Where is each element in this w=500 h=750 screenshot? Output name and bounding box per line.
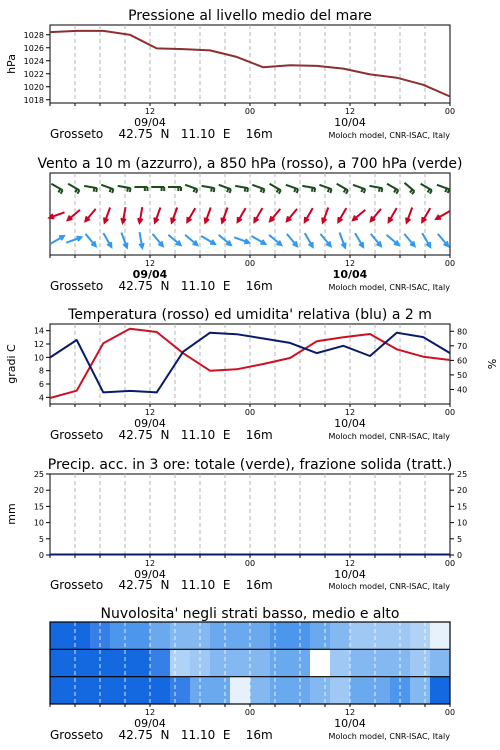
cloud-cell	[170, 649, 191, 676]
precipitation-y-tick-label: 20	[33, 486, 44, 496]
humidity-y-tick-label-right: 60	[457, 356, 468, 366]
wind-barb	[130, 188, 131, 192]
temperature-x-tick-label: 00	[444, 408, 456, 417]
wind-barb	[312, 188, 313, 192]
cloud-panel	[50, 606, 455, 742]
cloud-cell	[310, 677, 331, 704]
wind-panel	[37, 156, 462, 293]
pressure-x-date-label: 10/04	[334, 116, 366, 129]
humidity-y-tick-label-right: 50	[457, 370, 468, 380]
cloud-location-line: Grosseto 42.75 N 11.10 E 16m	[50, 728, 273, 742]
pressure-y-tick-label: 1022	[23, 69, 44, 79]
precipitation-y-tick-label: 5	[38, 534, 44, 544]
wind-barb	[379, 188, 380, 192]
cloud-cell	[430, 649, 451, 676]
wind-barb	[127, 188, 128, 192]
cloud-cell	[150, 622, 171, 649]
wind-location-line: Grosseto 42.75 N 11.10 E 16m	[50, 279, 273, 293]
precipitation-y-tick-label-right: 20	[457, 486, 468, 496]
humidity-y-label: %	[485, 358, 498, 370]
pressure-x-tick-label: 12	[144, 107, 156, 116]
temperature-x-tick-label: 00	[244, 408, 256, 417]
temperature-x-tick-label: 12	[344, 408, 356, 417]
precipitation-x-tick-label: 00	[244, 559, 256, 568]
wind-barb	[448, 189, 449, 193]
precipitation-location-line: Grosseto 42.75 N 11.10 E 16m	[50, 578, 273, 592]
wind-barb	[194, 188, 195, 192]
cloud-cell	[250, 622, 271, 649]
wind-barb	[110, 188, 111, 192]
temperature-y-tick-label: 10	[33, 353, 44, 363]
precipitation-y-tick-label-right: 10	[457, 518, 468, 528]
wind-barb	[382, 188, 383, 192]
cloud-x-tick-label: 12	[344, 708, 356, 717]
temperature-x-tick-label: 12	[144, 408, 156, 417]
precipitation-y-tick-label-right: 25	[457, 470, 468, 479]
precipitation-y-ticks	[34, 470, 50, 560]
pressure-x-tick-label: 00	[244, 107, 256, 116]
temperature-x-date-label: 10/04	[334, 417, 366, 430]
cloud-cell	[230, 677, 251, 704]
precipitation-x-tick-label: 00	[444, 559, 456, 568]
temperature-x-axis	[50, 404, 455, 430]
cloud-cell	[430, 677, 451, 704]
pressure-y-tick-label: 1018	[23, 95, 44, 105]
temperature-y-tick-label: 8	[38, 366, 44, 376]
cloud-cell	[350, 677, 371, 704]
cloud-x-tick-label: 12	[144, 708, 156, 717]
wind-barb	[294, 188, 295, 192]
wind-barb	[96, 188, 97, 192]
wind-x-axis	[50, 255, 455, 281]
cloud-cell	[50, 622, 71, 649]
temperature-x-date-label: 09/04	[134, 417, 166, 430]
pressure-y-tick-label: 1024	[23, 56, 44, 66]
precipitation-y-tick-label-right: 15	[457, 502, 468, 512]
cloud-cell	[310, 649, 331, 676]
humidity-y-tick-label-right: 70	[457, 341, 468, 351]
precipitation-y-tick-label: 25	[33, 470, 44, 479]
wind-x-date-label: 10/04	[332, 268, 368, 281]
cloud-cell	[210, 649, 231, 676]
precipitation-x-tick-label: 12	[144, 559, 156, 568]
wind-barb	[230, 189, 231, 193]
cloud-cell	[210, 622, 231, 649]
wind-chart-title: Vento a 10 m (azzurro), a 850 hPa (rosso), a 700 hPa (verde)	[37, 156, 463, 172]
cloud-cell	[370, 622, 391, 649]
pressure-panel	[5, 8, 455, 141]
cloud-cell	[110, 677, 131, 704]
cloud-cell	[130, 622, 151, 649]
cloud-cell	[210, 677, 231, 704]
pressure-x-date-label: 09/04	[134, 116, 166, 129]
cloud-cell	[410, 677, 431, 704]
wind-barb	[211, 188, 212, 192]
temperature-y-tick-label: 14	[33, 326, 44, 336]
wind-barb	[297, 189, 298, 193]
wind-barb	[328, 188, 329, 192]
cloud-cell	[310, 622, 331, 649]
wind-barb	[196, 189, 197, 193]
humidity-y-ticks	[450, 327, 467, 394]
cloud-x-date-label: 09/04	[134, 717, 166, 730]
cloud-x-date-label: 10/04	[334, 717, 366, 730]
humidity-y-tick-label-right: 40	[457, 385, 468, 395]
cloud-cell	[430, 622, 451, 649]
precipitation-y-label: mm	[5, 503, 18, 525]
cloud-cell	[130, 677, 151, 704]
cloud-cell	[150, 677, 171, 704]
cloud-cell	[70, 677, 91, 704]
temperature-y-tick-label: 4	[38, 393, 44, 403]
cloud-cell	[370, 677, 391, 704]
pressure-x-tick-label: 00	[444, 107, 456, 116]
pressure-location-line: Grosseto 42.75 N 11.10 E 16m	[50, 127, 273, 141]
cloud-cell	[250, 649, 271, 676]
temperature-y-label: gradi C	[5, 344, 18, 384]
cloud-cell	[270, 677, 291, 704]
cloud-cells	[50, 622, 451, 704]
pressure-chart-title: Pressione al livello medio del mare	[128, 8, 372, 24]
wind-barb	[361, 188, 362, 192]
wind-barb	[245, 188, 246, 192]
cloud-cell	[330, 677, 351, 704]
cloud-cell	[50, 677, 71, 704]
precipitation-x-tick-label: 12	[344, 559, 356, 568]
cloud-cell	[270, 622, 291, 649]
wind-barb	[247, 188, 248, 192]
wind-barb	[330, 189, 331, 193]
cloud-x-tick-label: 00	[444, 708, 456, 717]
wind-credit: Moloch model, CNR-ISAC, Italy	[328, 283, 450, 292]
cloud-cell	[170, 677, 191, 704]
precipitation-y-tick-label: 0	[38, 551, 44, 560]
wind-barb	[227, 188, 228, 192]
precipitation-credit: Moloch model, CNR-ISAC, Italy	[328, 582, 450, 591]
temperature-credit: Moloch model, CNR-ISAC, Italy	[328, 432, 450, 441]
cloud-credit: Moloch model, CNR-ISAC, Italy	[328, 732, 450, 741]
temperature-y-ticks	[34, 327, 50, 403]
wind-barb	[214, 188, 215, 192]
wind-barb	[445, 188, 446, 192]
pressure-y-tick-label: 1026	[23, 43, 44, 53]
wind-barb	[261, 188, 262, 192]
wind-barb	[94, 188, 95, 192]
precipitation-panel	[5, 457, 467, 592]
temperature-chart-title: Temperatura (rosso) ed umidita' relativa (blu) a 2 m	[68, 307, 432, 323]
wind-x-tick-label: 00	[244, 259, 256, 268]
precipitation-y-tick-label-right: 0	[457, 551, 463, 560]
cloud-x-axis	[50, 704, 455, 730]
cloud-cell	[370, 649, 391, 676]
cloud-cell	[250, 677, 271, 704]
wind-x-tick-label: 12	[344, 259, 356, 268]
precipitation-y-tick-label: 10	[33, 518, 44, 528]
precipitation-y-tick-label-right: 5	[457, 534, 463, 544]
cloud-cell	[330, 649, 351, 676]
wind-barb	[263, 189, 264, 193]
wind-x-date-label: 09/04	[132, 268, 168, 281]
cloud-cell	[150, 649, 171, 676]
pressure-y-tick-label: 1020	[23, 82, 44, 92]
temperature-panel	[5, 307, 498, 442]
precipitation-x-date-label: 10/04	[334, 568, 366, 581]
wind-barb	[112, 189, 113, 193]
precipitation-y-tick-label: 15	[33, 502, 44, 512]
cloud-cell	[70, 622, 91, 649]
precipitation-chart-title: Precip. acc. in 3 ore: totale (verde), frazione solida (tratt.)	[47, 457, 453, 473]
cloud-cell	[230, 649, 251, 676]
pressure-y-ticks	[24, 31, 50, 105]
pressure-credit: Moloch model, CNR-ISAC, Italy	[328, 131, 450, 140]
pressure-y-tick-label: 1028	[23, 30, 44, 40]
cloud-x-tick-label: 00	[244, 708, 256, 717]
precipitation-x-date-label: 09/04	[134, 568, 166, 581]
cloud-cell	[110, 649, 131, 676]
cloud-chart-title: Nuvolosita' negli strati basso, medio e alto	[100, 606, 400, 622]
wind-barb	[364, 189, 365, 193]
temperature-y-tick-label: 12	[33, 340, 44, 349]
temperature-location-line: Grosseto 42.75 N 11.10 E 16m	[50, 428, 273, 442]
precipitation-plot-area	[50, 474, 450, 555]
humidity-y-tick-label-right: 80	[457, 327, 468, 337]
precipitation-bars	[50, 554, 450, 556]
pressure-y-label: hPa	[5, 54, 18, 74]
cloud-cell	[130, 649, 151, 676]
cloud-cell	[350, 622, 371, 649]
pressure-x-tick-label: 12	[344, 107, 356, 116]
cloud-cell	[110, 622, 131, 649]
wind-x-tick-label: 00	[444, 259, 456, 268]
cloud-cell	[270, 649, 291, 676]
pressure-x-axis	[50, 103, 455, 129]
cloud-cell	[330, 622, 351, 649]
cloud-cell	[350, 649, 371, 676]
cloud-cell	[410, 649, 431, 676]
cloud-cell	[230, 622, 251, 649]
wind-x-tick-label: 12	[144, 259, 156, 268]
precipitation-y-ticks-right	[450, 470, 467, 560]
wind-barb	[314, 188, 315, 192]
cloud-cell	[170, 622, 191, 649]
cloud-cell	[410, 622, 431, 649]
temperature-y-tick-label: 6	[38, 380, 44, 389]
cloud-cell	[70, 649, 91, 676]
cloud-cell	[50, 649, 71, 676]
